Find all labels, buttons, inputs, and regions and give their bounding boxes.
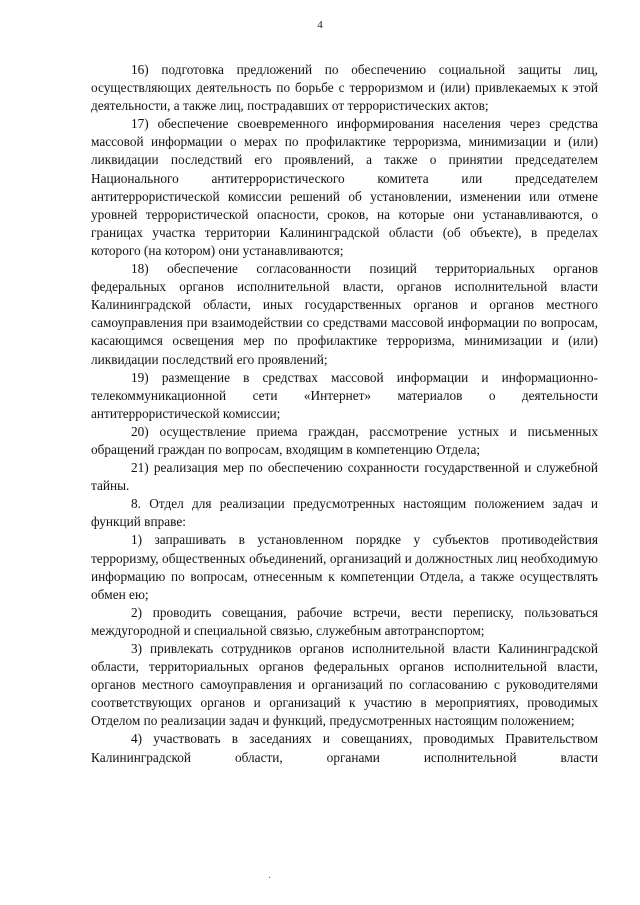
paragraph-right-4: 4) участвовать в заседаниях и совещаниях, проводимых Правительством Калининградской области, органами исполнительной власти	[91, 731, 598, 765]
footer-mark: ·	[268, 873, 272, 884]
paragraph-20: 20) осуществление приема граждан, рассмотрение устных и письменных обращений граждан по вопросам, входящим в компетенцию Отдела;	[91, 423, 598, 457]
document-body	[91, 61, 598, 767]
paragraph-right-1: 1) запрашивать в установленном порядке у субъектов противодействия терроризму, общественных объединений, организаций и должностных лиц необходимую информацию по вопросам, отнесенным к компетенции Отдела, а также осуществлять обмен ею;	[91, 532, 598, 602]
paragraph-21: 21) реализация мер по обеспечению сохранности государственной и служебной тайны.	[91, 460, 598, 494]
paragraph-section-8: 8. Отдел для реализации предусмотренных настоящим положением задач и функций вправе:	[91, 496, 598, 530]
page-number: 4	[317, 19, 323, 31]
paragraph-17: 17) обеспечение своевременного информирования населения через средства массовой информации о мерах по профилактике терроризма, минимизации и (или) ликвидации последствий его проявлений, а также о принятии председателем Национального антитеррористического комитета или председателем антитеррористической комиссии решений об установлении, изменении или отмене уровней террористической опасности, сроков, на которые они устанавливаются, о границах участка территории Калининградской области (об объекте), в пределах которого (на котором) они устанавливаются;	[91, 116, 598, 258]
paragraph-right-3: 3) привлекать сотрудников органов исполнительной власти Калининградской области, территориальных органов федеральных органов исполнительной власти, органов местного самоуправления и организаций по согласованию с руководителями соответствующих органов и организаций к участию в мероприятиях, проводимых Отделом по реализации задач и функций, предусмотренных настоящим положением;	[91, 641, 598, 729]
paragraph-16: 16) подготовка предложений по обеспечению социальной защиты лиц, осуществляющих деятельность по борьбе с терроризмом и (или) привлекаемых к этой деятельности, а также лиц, пострадавших от террористических актов;	[91, 62, 598, 114]
paragraph-right-2: 2) проводить совещания, рабочие встречи, вести переписку, пользоваться междугородной и специальной связью, служебным автотранспортом;	[91, 604, 598, 638]
paragraph-19: 19) размещение в средствах массовой информации и информационно-телекоммуникационной сети «Интернет» материалов о деятельности антитеррористической комиссии;	[91, 369, 598, 421]
paragraph-18: 18) обеспечение согласованности позиций территориальных органов федеральных органов исполнительной власти, органов исполнительной власти Калининградской области, иных государственных органов и органов местного самоуправления при взаимодействии со средствами массовой информации по вопросам, касающимся освещения мер по профилактике терроризма, минимизации и (или) ликвидации последствий его проявлений;	[91, 261, 598, 367]
